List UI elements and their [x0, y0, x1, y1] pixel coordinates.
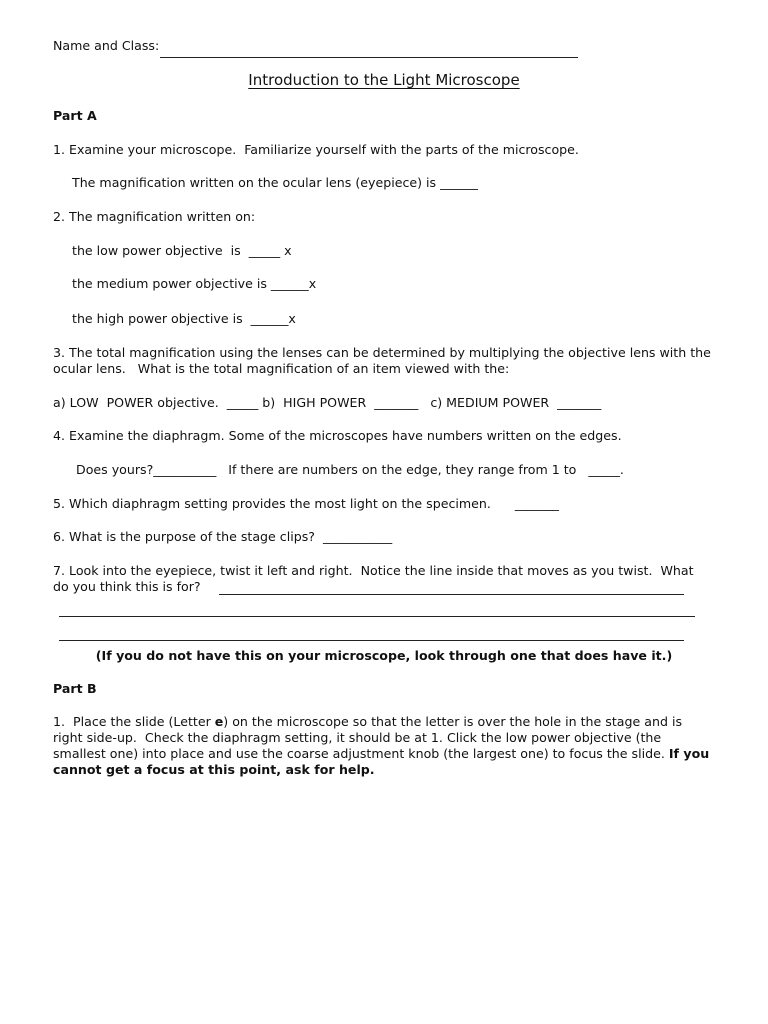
- part-b-q1-text-b: ) on the microscope so that the letter is over the hole in the stage and is: [223, 714, 683, 729]
- question-1: 1. Examine your microscope. Familiarize yourself with the parts of the microscope.: [53, 142, 579, 157]
- question-1-ocular-magnification: The magnification written on the ocular lens (eyepiece) is ______: [72, 175, 478, 190]
- question-6: 6. What is the purpose of the stage clips? ___________: [53, 529, 393, 544]
- question-7-line-2: do you think this is for?: [53, 579, 201, 594]
- slide-letter: e: [214, 714, 224, 729]
- name-class-label: Name and Class:: [53, 38, 160, 53]
- part-b-q1-text-a: 1. Place the slide (Letter: [53, 714, 215, 729]
- microscope-note: (If you do not have this on your microscope, look through one that does have it.): [95, 648, 673, 663]
- question-2-medium-power: the medium power objective is ______x: [72, 276, 317, 291]
- question-2-high-power: the high power objective is ______x: [72, 311, 296, 326]
- part-b-question-1-line-3: [53, 746, 709, 762]
- question-2: 2. The magnification written on:: [53, 209, 256, 224]
- part-b-question-1-line-1: [53, 714, 682, 730]
- question-3-line-1: 3. The total magnification using the lenses can be determined by multiplying the objective lens with the: [53, 345, 711, 360]
- question-4-followup: Does yours?__________ If there are numbers on the edge, they range from 1 to _____.: [76, 462, 624, 477]
- part-a-heading: Part A: [53, 108, 97, 123]
- answer-line: [219, 594, 684, 595]
- part-b-question-1-line-4: cannot get a focus at this point, ask for help.: [53, 762, 375, 777]
- question-3-answers: a) LOW POWER objective. _____ b) HIGH POWER _______ c) MEDIUM POWER _______: [53, 395, 602, 410]
- answer-line: [59, 640, 684, 641]
- page-title: Introduction to the Light Microscope: [248, 71, 520, 89]
- part-b-q1-help-emphasis: If you: [668, 746, 710, 761]
- question-5: 5. Which diaphragm setting provides the most light on the specimen. _______: [53, 496, 559, 511]
- question-3-line-2: ocular lens. What is the total magnification of an item viewed with the:: [53, 361, 510, 376]
- part-b-q1-line-3-text: smallest one) into place and use the coarse adjustment knob (the largest one) to focus the slide.: [53, 746, 669, 761]
- question-2-low-power: the low power objective is _____ x: [72, 243, 292, 258]
- name-class-blank-line: [160, 57, 578, 58]
- part-b-question-1-line-2: right side-up. Check the diaphragm setting, it should be at 1. Click the low power objective (the: [53, 730, 662, 745]
- answer-line: [59, 616, 695, 617]
- question-7-line-1: 7. Look into the eyepiece, twist it left and right. Notice the line inside that moves as you twist. What: [53, 563, 694, 578]
- part-b-heading: Part B: [53, 681, 97, 696]
- question-4: 4. Examine the diaphragm. Some of the microscopes have numbers written on the edges.: [53, 428, 622, 443]
